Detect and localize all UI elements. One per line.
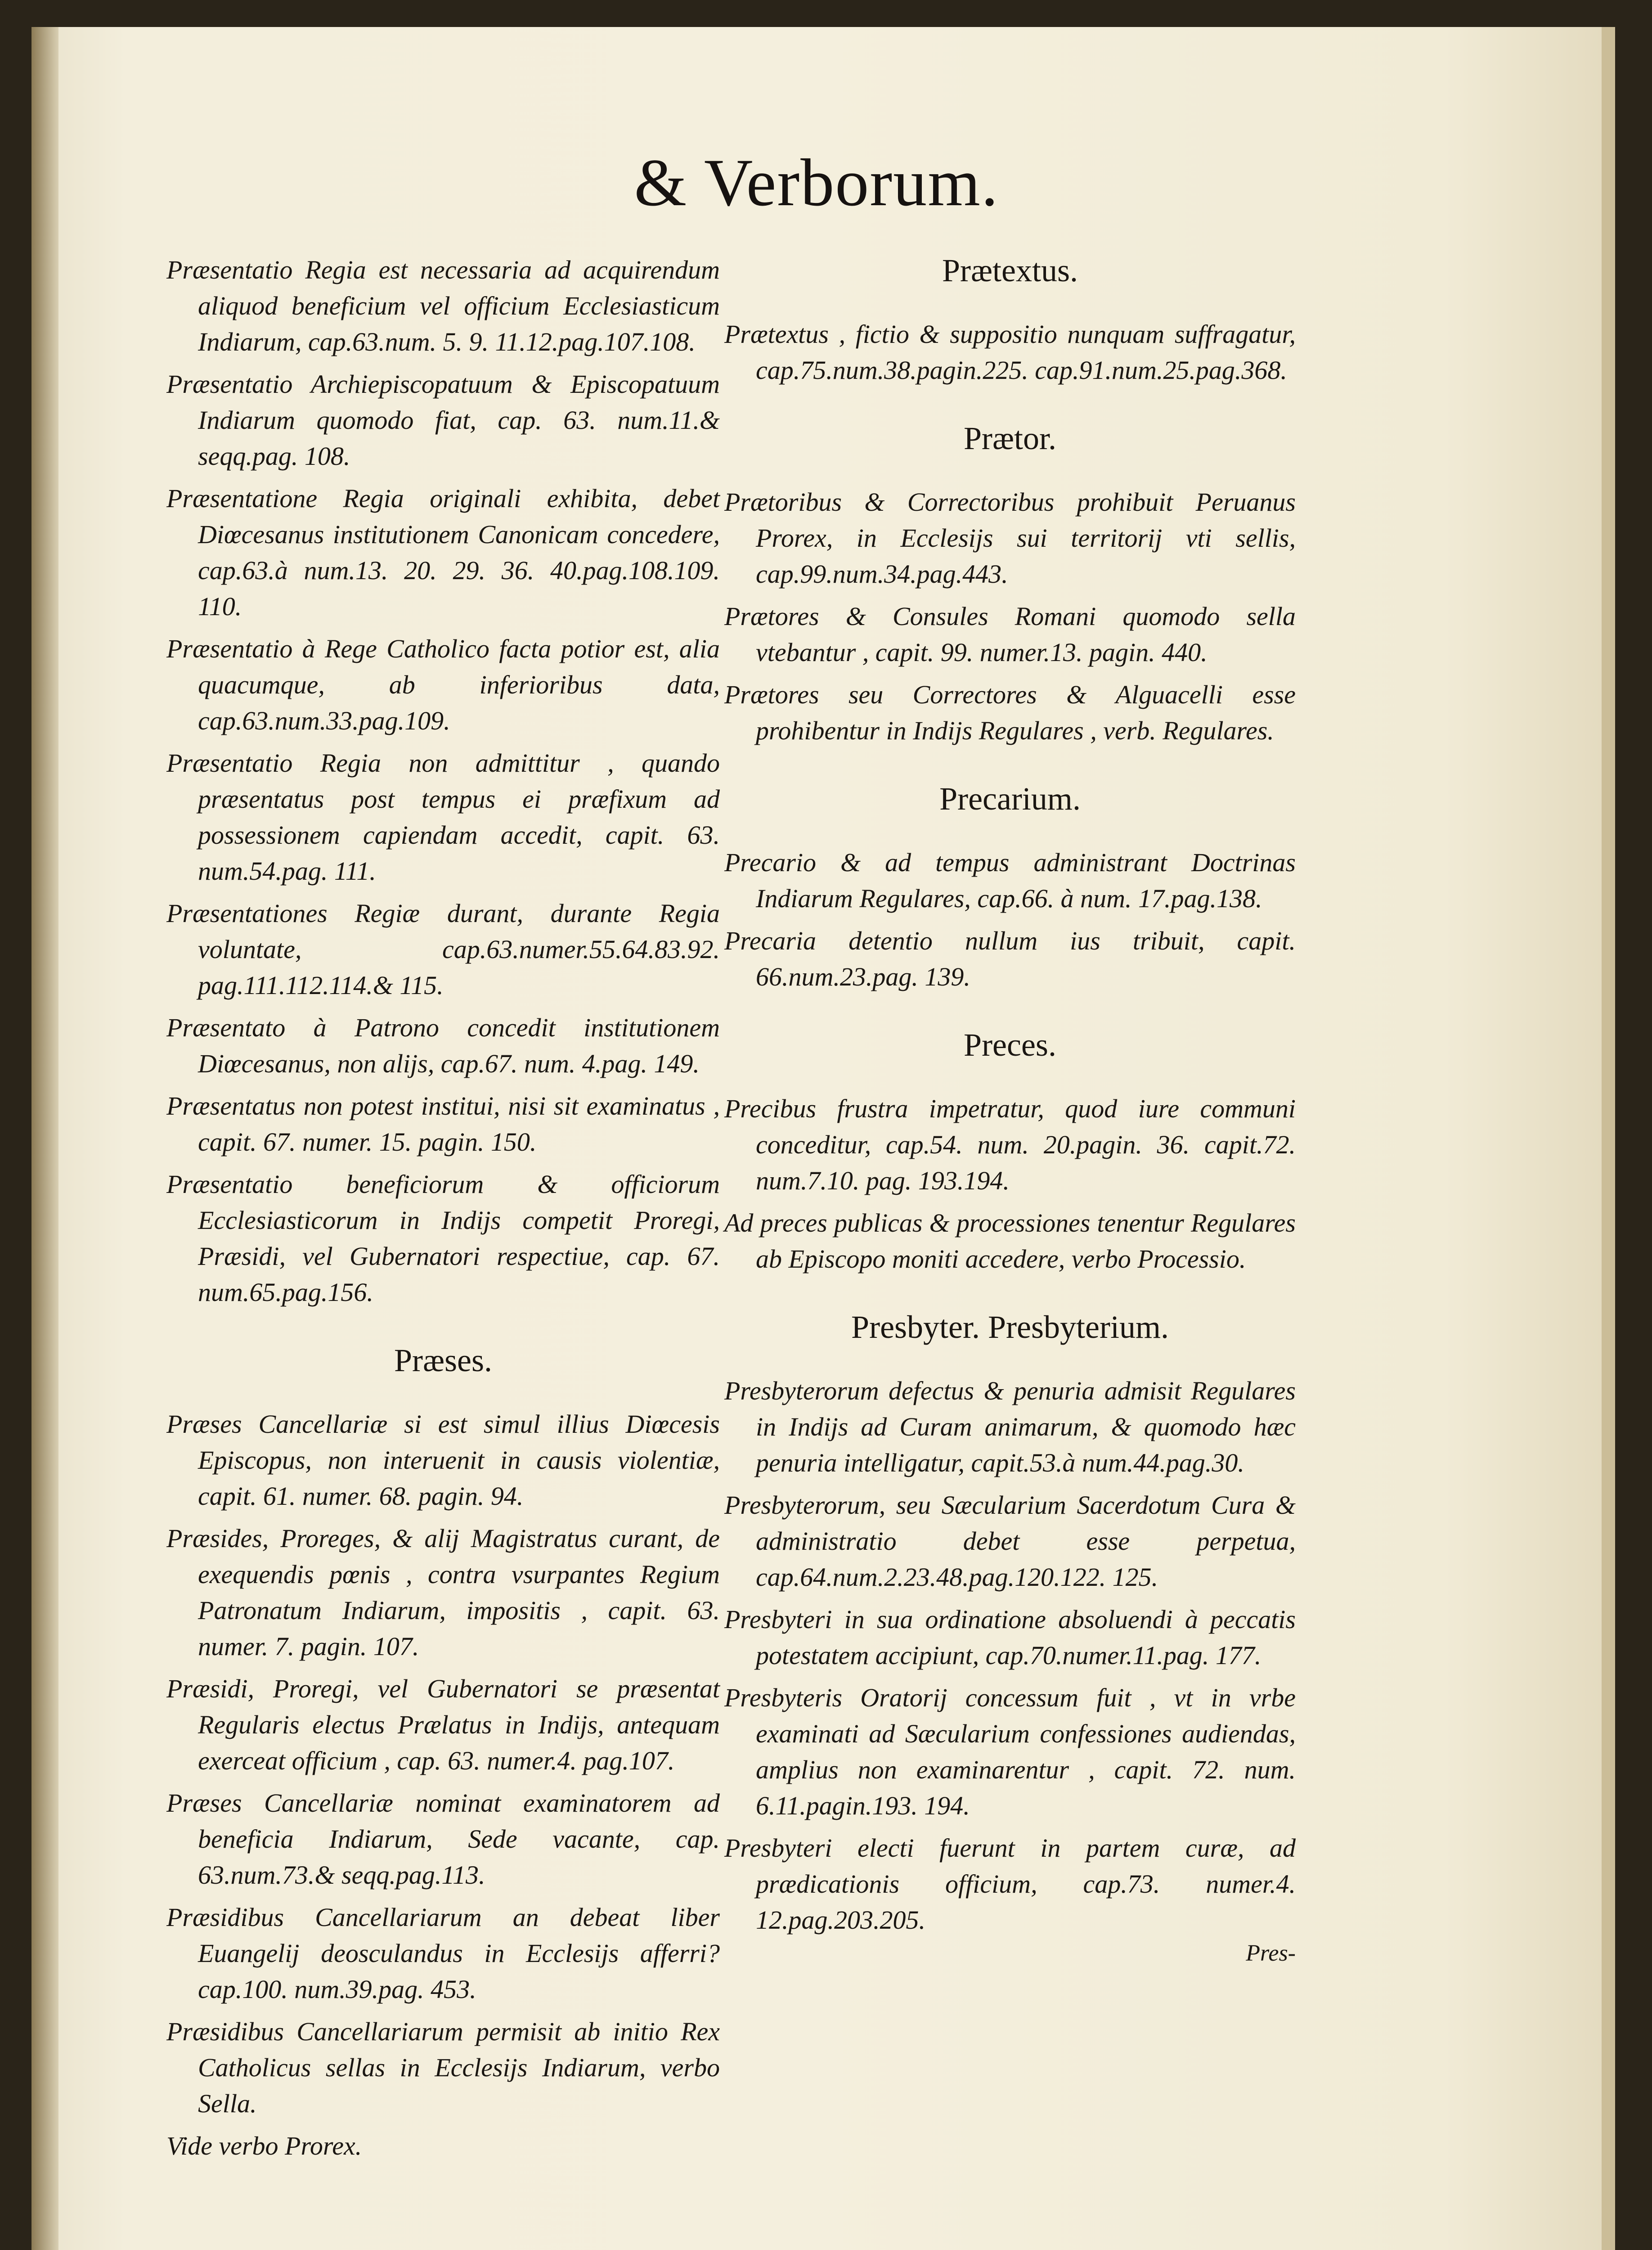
index-entry: Præsentatione Regia originali exhibita, debet Diœcesanus institutionem Canonicam concedere, cap.63.à num.13. 20. 29. 36. 40.pag.108.109. 110. [166,484,720,621]
book-page [31,27,1615,2250]
section-heading: Præses. [394,1342,493,1378]
index-entry: Presbyteri electi fuerunt in partem curæ, ad prædicationis officium, cap.73. numer.4. 12.pag.203.205. [724,1833,1296,1935]
index-entry: Præsentato à Patrono concedit institutionem Diœcesanus, non alijs, cap.67. num. 4.pag. 149. [166,1013,720,1078]
index-entry: Præsentationes Regiæ durant, durante Regia voluntate, cap.63.numer.55.64.83.92. pag.111.112.114.& 115. [166,899,720,1000]
index-entry: Presbyteris Oratorij concessum fuit , vt in vrbe examinati ad Sæcularium confessiones audiendas, amplius non examinarentur , capit. 72. num. 6.11.pagin.193. 194. [724,1683,1296,1820]
index-entry: Precaria detentio nullum ius tribuit, capit. 66.num.23.pag. 139. [724,926,1296,991]
index-entry: Præsentatio Regia est necessaria ad acquirendum aliquod beneficium vel officium Ecclesiasticum Indiarum, cap.63.num. 5. 9. 11.12.pag.107.108. [166,255,720,356]
index-entry: Prætores & Consules Romani quomodo sella vtebantur , capit. 99. numer.13. pagin. 440. [724,602,1296,667]
index-entry: Præses Cancellariæ nominat examinatorem ad beneficia Indiarum, Sede vacante, cap. 63.num.73.& seqq.pag.113. [166,1788,720,1890]
right-column [724,252,1296,1966]
index-entry: Prætores seu Correctores & Alguacelli esse prohibentur in Indijs Regulares , verb. Regulares. [724,680,1296,745]
index-entry: Ad preces publicas & processiones tenentur Regulares ab Episcopo moniti accedere, verbo Processio. [724,1208,1296,1274]
section-heading: Precarium. [939,781,1081,817]
index-entry: Precario & ad tempus administrant Doctrinas Indiarum Regulares, cap.66. à num. 17.pag.138. [724,848,1296,913]
index-entry: Presbyterorum defectus & penuria admisit Regulares in Indijs ad Curam animarum, & quomodo hæc penuria intelligatur, capit.53.à num.44.pag.30. [724,1376,1296,1477]
index-entry: Præsidibus Cancellariarum permisit ab initio Rex Catholicus sellas in Ecclesijs Indiarum, verbo Sella. [166,2017,720,2118]
catchword: Pres- [1246,1940,1296,1966]
index-entry: Vide verbo Prorex. [166,2131,362,2160]
left-column [166,252,720,2170]
index-entry: Præsentatio Archiepiscopatuum & Episcopatuum Indiarum quomodo fiat, cap. 63. num.11.& seqq.pag. 108. [166,369,720,471]
index-entry: Prætextus , fictio & suppositio nunquam suffragatur, cap.75.num.38.pagin.225. cap.91.num.25.pag.368. [724,320,1296,385]
index-entry: Præsentatio à Rege Catholico facta potior est, alia quacumque, ab inferioribus data, cap.63.num.33.pag.109. [166,634,720,735]
section-heading: Prætor. [963,420,1057,456]
section-heading: Prætextus. [942,252,1078,288]
book-gutter [31,27,58,2250]
index-entry: Præsentatus non potest institui, nisi sit examinatus , capit. 67. numer. 15. pagin. 150. [166,1091,720,1156]
section-heading: Preces. [964,1027,1056,1063]
index-entry: Præsidibus Cancellariarum an debeat liber Euangelij deosculandus in Ecclesijs afferri? cap.100. num.39.pag. 453. [166,1903,720,2004]
index-entry: Præsentatio Regia non admittitur , quando præsentatus post tempus ei præfixum ad possessionem capiendam accedit, capit. 63. num.54.pag. 111. [166,748,720,886]
index-entry: Præsides, Proreges, & alij Magistratus curant, de exequendis pœnis , contra vsurpantes Regium Patronatum Indiarum, impositis , capit. 63. numer. 7. pagin. 107. [166,1524,720,1661]
page-header: & Verborum. [634,145,999,220]
index-entry: Præsidi, Proregi, vel Gubernatori se præsentat Regularis electus Prælatus in Indijs, antequam exerceat officium , cap. 63. numer.4. pag.107. [166,1674,720,1775]
index-entry: Precibus frustra impetratur, quod iure communi conceditur, cap.54. num. 20.pagin. 36. capit.72. num.7.10. pag. 193.194. [724,1094,1296,1195]
section-heading: Presbyter. Presbyterium. [851,1309,1169,1345]
index-entry: Prætoribus & Correctoribus prohibuit Peruanus Prorex, in Ecclesijs sui territorij vti sellis, cap.99.num.34.pag.443. [724,487,1296,589]
index-entry: Presbyteri in sua ordinatione absoluendi à peccatis potestatem accipiunt, cap.70.numer.11.pag. 177. [724,1605,1296,1670]
index-entry: Præses Cancellariæ si est simul illius Diœcesis Episcopus, non interuenit in causis violentiæ, capit. 61. numer. 68. pagin. 94. [166,1409,720,1511]
index-entry: Præsentatio beneficiorum & officiorum Ecclesiasticorum in Indijs competit Proregi, Præsidi, vel Gubernatori respectiue, cap. 67. num.65.pag.156. [166,1170,720,1307]
index-entry: Presbyterorum, seu Sæcularium Sacerdotum Cura & administratio debet esse perpetua, cap.64.num.2.23.48.pag.120.122. 125. [724,1490,1296,1592]
